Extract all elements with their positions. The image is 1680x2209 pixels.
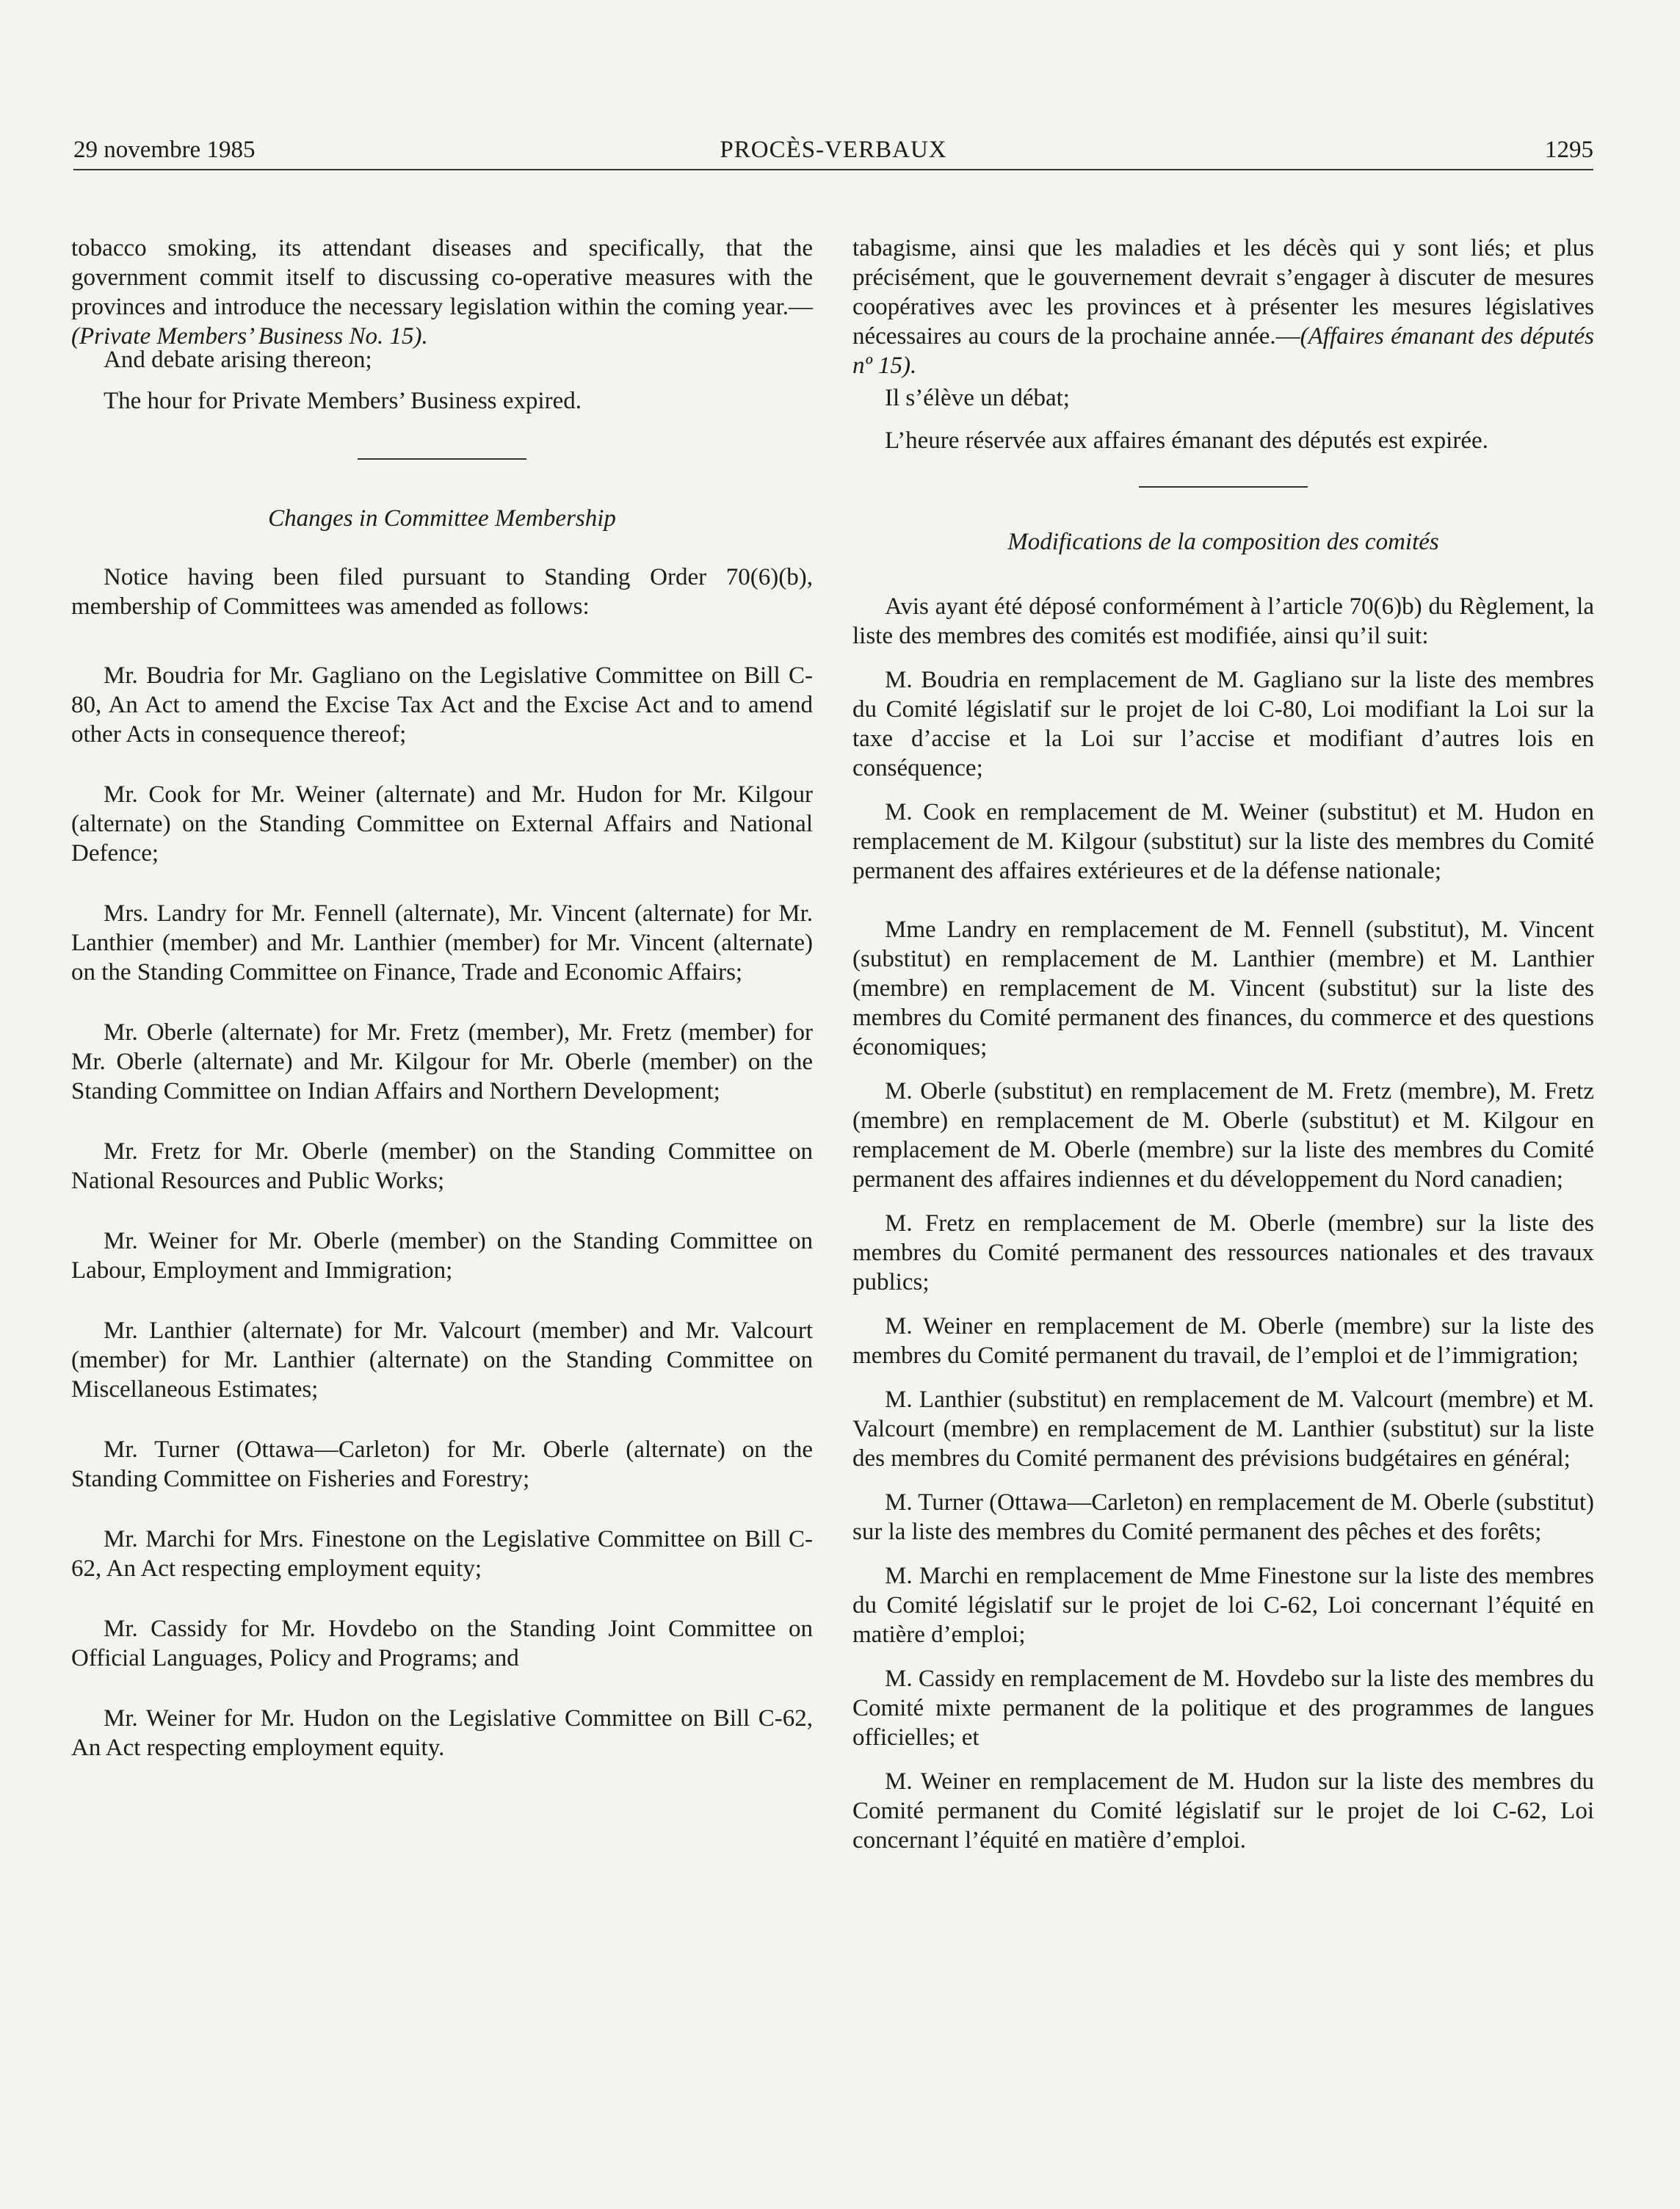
membership-entry: Mr. Cook for Mr. Weiner (alternate) and Mr. Hudon for Mr. Kilgour (alternate) on the Standing Committee on External Affairs and National Defence; [71,781,813,867]
membership-entry: Mr. Lanthier (alternate) for Mr. Valcourt (member) and Mr. Valcourt (member) for Mr. Lanthier (alternate) on the Standing Committee on Miscellaneous Estimates; [71,1317,813,1403]
membership-entry: M. Weiner en remplacement de M. Oberle (membre) sur la liste des membres du Comité permanent du travail, de l’emploi et de l’immigration; [852,1313,1594,1369]
intro-paragraph [71,234,813,351]
membership-entry: Mr. Oberle (alternate) for Mr. Fretz (member), Mr. Fretz (member) for Mr. Oberle (alternate) and Mr. Kilgour for Mr. Oberle (member) on the Standing Committee on Indian Affairs and Northern Development; [71,1019,813,1104]
notice-paragraph: Notice having been filed pursuant to Standing Order 70(6)(b), membership of Committees was amended as follows: [71,564,813,620]
membership-entry: M. Oberle (substitut) en remplacement de M. Fretz (membre), M. Fretz (membre) en remplacement de M. Oberle (substitut) et M. Kilgour en remplacement de M. Oberle (membre) sur la liste des membres du Comité permanent des affaires indiennes et du développement du Nord canadien; [852,1078,1594,1193]
intro-text: tobacco smoking, its attendant diseases and specifically, that the government commit itself to discussing co-operative measures with the provinces and introduce the necessary legislation within the coming year.— [71,235,813,320]
membership-entry: Mr. Weiner for Mr. Oberle (member) on the Standing Committee on Labour, Employment and Immigration; [71,1228,813,1284]
section-heading: Modifications de la composition des comités [1007,529,1439,555]
membership-entry: M. Boudria en remplacement de M. Gagliano sur la liste des membres du Comité législatif sur le projet de loi C-80, Loi modifiant la Loi sur la taxe d’accise et la Loi sur l’accise et modifiant d’autres lois en conséquence; [852,667,1594,781]
membership-entry: M. Cassidy en remplacement de M. Hovdebo sur la liste des membres du Comité mixte permanent de la politique et des programmes de langues officielles; et [852,1666,1594,1751]
header-title: PROCÈS-VERBAUX [720,137,947,163]
membership-entry: M. Lanthier (substitut) en remplacement de M. Valcourt (membre) et M. Valcourt (membre) en remplacement de M. Lanthier (substitut) sur la liste des membres du Comité permanent des prévisions budgétaires en général; [852,1386,1594,1472]
intro-block [852,234,1595,379]
membership-entry: Mr. Boudria for Mr. Gagliano on the Legislative Committee on Bill C-80, An Act to amend the Excise Tax Act and the Excise Act and to amend other Acts in consequence thereof; [71,662,813,748]
page-number: 1295 [1545,137,1593,163]
membership-entry: M. Turner (Ottawa—Carleton) en remplacement de M. Oberle (substitut) sur la liste des membres du Comité permanent des pêches et des forêts; [852,1489,1594,1545]
english-column [71,234,813,1762]
debate-line: And debate arising thereon; [104,347,372,373]
membership-entry: Mr. Cassidy for Mr. Hovdebo on the Standing Joint Committee on Official Languages, Policy and Programs; and [71,1616,813,1671]
hour-expired-line: L’heure réservée aux affaires émanant des députés est expirée. [885,427,1488,454]
intro-text: tabagisme, ainsi que les maladies et les décès qui y sont liés; et plus précisément, que le gouvernement devrait s’engager à discuter de mesures coopératives avec les provinces et à présenter les mesures législatives nécessaires au cours de la prochaine année.— [852,235,1594,350]
membership-entry: Mrs. Landry for Mr. Fennell (alternate), Mr. Vincent (alternate) for Mr. Lanthier (member) and Mr. Lanthier (member) for Mr. Vincent (alternate) on the Standing Committee on Finance, Trade and Economic Affairs; [71,900,813,986]
hour-expired-line: The hour for Private Members’ Business expired. [104,388,582,414]
membership-entry: Mr. Turner (Ottawa—Carleton) for Mr. Oberle (alternate) on the Standing Committee on Fisheries and Forestry; [71,1436,813,1492]
debate-line: Il s’élève un débat; [885,385,1070,411]
page-header [73,131,1593,170]
intro-reference: (Private Members’ Business No. 15). [71,323,428,350]
intro-paragraph [852,234,1594,380]
section-heading: Changes in Committee Membership [268,505,616,532]
membership-entry: M. Marchi en remplacement de Mme Finestone sur la liste des membres du Comité législatif sur le projet de loi C-62, Loi concernant l’équité en matière d’emploi; [852,1563,1594,1648]
membership-entry: Mr. Marchi for Mrs. Finestone on the Legislative Committee on Bill C-62, An Act respecting employment equity; [71,1526,813,1582]
french-column [852,234,1594,1855]
header-date: 29 novembre 1985 [73,137,256,163]
membership-entry: Mr. Weiner for Mr. Hudon on the Legislative Committee on Bill C-62, An Act respecting employment equity. [71,1705,813,1761]
membership-entry: M. Fretz en remplacement de M. Oberle (membre) sur la liste des membres du Comité permanent des ressources nationales et des travaux publics; [852,1210,1594,1295]
membership-entry: Mme Landry en remplacement de M. Fennell (substitut), M. Vincent (substitut) en remplacement de M. Lanthier (membre) et M. Lanthier (membre) en remplacement de M. Vincent (substitut) sur la liste des membres du Comité permanent des finances, du commerce et des questions économiques; [852,916,1594,1060]
notice-paragraph: Avis ayant été déposé conformément à l’article 70(6)b) du Règlement, la liste des membres des comités est modifiée, ainsi qu’il suit: [852,593,1594,649]
intro-block [71,234,813,350]
membership-entry: M. Cook en remplacement de M. Weiner (substitut) et M. Hudon en remplacement de M. Kilgour (substitut) sur la liste des membres du Comité permanent des affaires extérieures et de la défense nationale; [852,799,1594,884]
membership-entry: M. Weiner en remplacement de M. Hudon sur la liste des membres du Comité permanent du Comité législatif sur le projet de loi C-62, Loi concernant l’équité en matière d’emploi. [852,1768,1594,1854]
section-divider [1139,486,1308,488]
intro-reference: (Affaires émanant des députés nº 15). [852,323,1595,379]
section-divider [358,458,526,460]
membership-entry: Mr. Fretz for Mr. Oberle (member) on the Standing Committee on National Resources and Public Works; [71,1138,813,1194]
